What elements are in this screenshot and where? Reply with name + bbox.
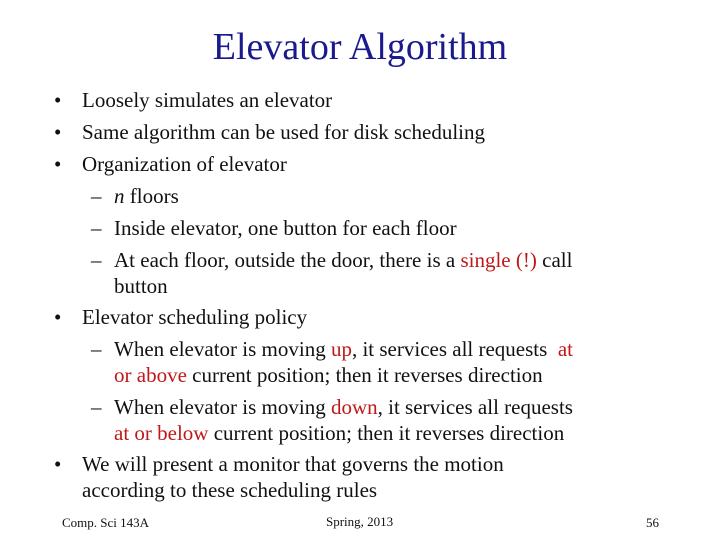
bullet-loosely-simulates: Loosely simulates an elevator bbox=[82, 88, 333, 112]
sub-bullet-moving-down bbox=[114, 394, 573, 420]
at-highlight: at bbox=[557, 337, 573, 361]
slide-title: Elevator Algorithm bbox=[212, 26, 508, 68]
floors-text: floors bbox=[124, 184, 179, 208]
bullet-marker: • bbox=[54, 120, 62, 144]
bullet-monitor-cont: according to these scheduling rules bbox=[82, 478, 378, 502]
bullet-marker: • bbox=[54, 152, 62, 176]
dash-marker: – bbox=[91, 248, 102, 272]
single-highlight: single (!) bbox=[460, 248, 537, 272]
or-above-highlight: or above bbox=[114, 363, 187, 387]
dash-marker: – bbox=[91, 395, 102, 419]
moving-down-text-2: , it services all requests bbox=[377, 395, 573, 419]
call-button-text-1: At each floor, outside the door, there is a bbox=[114, 248, 461, 272]
moving-up-text-1: When elevator is moving bbox=[114, 337, 331, 361]
sub-bullet-moving-down-cont bbox=[114, 420, 564, 446]
down-highlight: down bbox=[330, 395, 378, 419]
bullet-marker: • bbox=[54, 452, 62, 476]
at-or-below-highlight: at or below bbox=[114, 421, 209, 445]
variable-n: n bbox=[114, 184, 125, 208]
sub-bullet-n-floors bbox=[114, 183, 179, 209]
sub-bullet-moving-up bbox=[114, 336, 573, 362]
bullet-organization: Organization of elevator bbox=[82, 152, 287, 176]
footer-page-number: 56 bbox=[646, 515, 659, 530]
bullet-marker: • bbox=[54, 88, 62, 112]
up-highlight: up bbox=[330, 337, 352, 361]
sub-bullet-call-button-cont: button bbox=[114, 274, 168, 298]
bullet-marker: • bbox=[54, 305, 62, 329]
dash-marker: – bbox=[91, 184, 102, 208]
dash-marker: – bbox=[91, 216, 102, 240]
moving-down-text-3: current position; then it reverses direction bbox=[208, 421, 565, 445]
moving-down-text-1: When elevator is moving bbox=[114, 395, 331, 419]
moving-up-text-3: current position; then it reverses direction bbox=[186, 363, 543, 387]
dash-marker: – bbox=[91, 337, 102, 361]
sub-bullet-call-button bbox=[114, 247, 572, 273]
call-button-text-2: call bbox=[536, 248, 573, 272]
sub-bullet-moving-up-cont bbox=[114, 362, 543, 388]
moving-up-text-2: , it services all requests bbox=[351, 337, 558, 361]
footer-term: Spring, 2013 bbox=[326, 514, 394, 529]
bullet-disk-scheduling: Same algorithm can be used for disk scheduling bbox=[82, 120, 485, 144]
bullet-scheduling-policy: Elevator scheduling policy bbox=[82, 305, 308, 329]
footer-course: Comp. Sci 143A bbox=[62, 515, 150, 530]
sub-bullet-inside-elevator: Inside elevator, one button for each floor bbox=[114, 216, 457, 240]
bullet-monitor: We will present a monitor that governs the motion bbox=[82, 452, 504, 476]
